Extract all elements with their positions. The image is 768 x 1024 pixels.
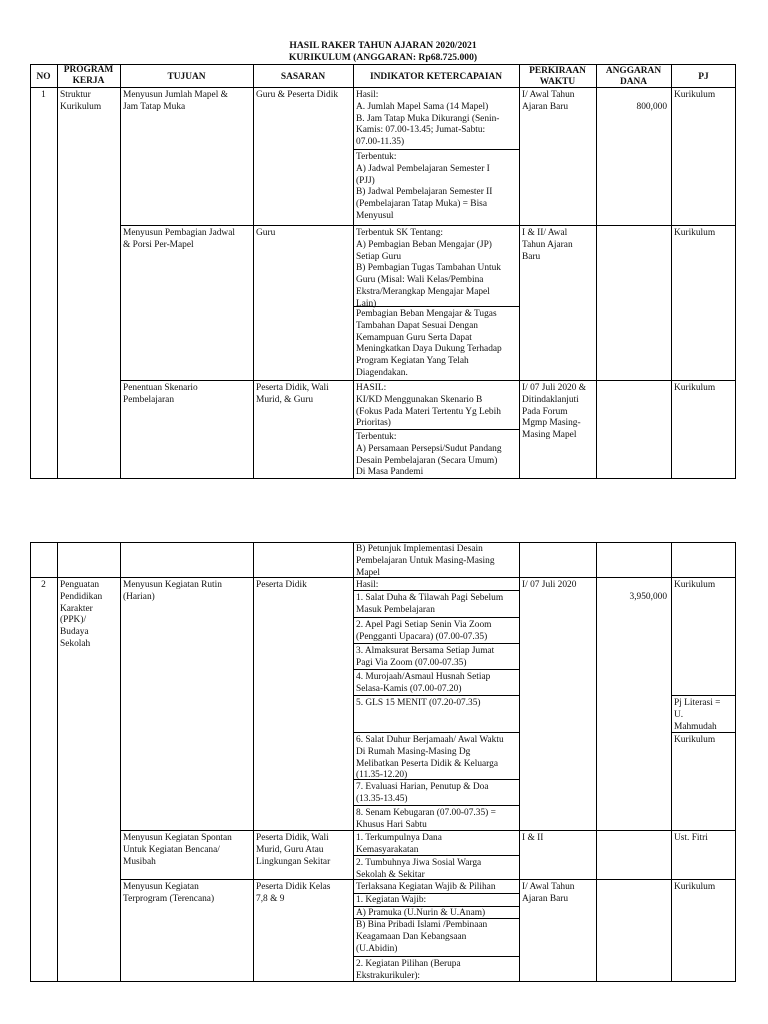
sasaran-text: 7,8 & 9 (256, 893, 285, 904)
table-rule (353, 643, 519, 644)
indikator-text: 7. Evaluasi Harian, Penutup & Doa (356, 782, 489, 792)
pj-text: Pj Literasi = (674, 698, 721, 708)
table-rule (353, 64, 354, 479)
table-rule (30, 87, 736, 88)
tujuan-text: Terprogram (Terencana) (123, 893, 215, 904)
title-line-2: KURIKULUM (ANGGARAN: Rp68.725.000) (288, 51, 478, 63)
indikator-text: Mapel (356, 567, 380, 578)
sasaran-text: Peserta Didik, Wali (256, 383, 329, 393)
table-kurikulum-page-1 (30, 64, 736, 479)
pj-text: Mahmudah (674, 721, 717, 732)
indikator-text: 3. Almaksurat Bersama Setiap Jumat (356, 646, 495, 656)
indikator-text: Keagamaan Dan Kebangsaan (356, 931, 467, 942)
indikator-text: Lain) (356, 298, 377, 309)
indikator-text: Melibatkan Peserta Didik & Keluarga (356, 758, 498, 769)
indikator-text: Sekolah & Sekitar (356, 869, 425, 880)
indikator-text: Kemasyarakatan (356, 844, 419, 855)
table-rule (596, 64, 597, 479)
indikator-text: Tambahan Dapat Sesuai Dengan (356, 320, 478, 331)
table-rule (671, 695, 736, 696)
table-rule (353, 956, 519, 957)
table-rule (353, 669, 519, 670)
table-rule (120, 64, 121, 479)
indikator-text: Desain Pembelajaran (Secara Umum) (356, 455, 498, 466)
table-rule (253, 64, 254, 479)
waktu-text: Pada Forum (522, 406, 568, 417)
table-rule (30, 577, 736, 578)
indikator-text: Guru (Misal: Wali Kelas/Pembina (356, 275, 484, 286)
table-kurikulum-page-2 (30, 542, 736, 982)
tujuan-text: Menyusun Pembagian Jadwal (123, 228, 235, 238)
waktu-text: Ajaran Baru (522, 893, 569, 904)
indikator-text: 1. Salat Duha & Tilawah Pagi Sebelum (356, 593, 504, 603)
indikator-text: 5. GLS 15 MENIT (07.20-07.35) (356, 698, 481, 708)
table-rule (519, 542, 520, 982)
table-rule (353, 306, 519, 307)
tujuan-text: Menyusun Kegiatan (123, 882, 199, 892)
table-rule (120, 830, 736, 831)
sasaran-text: Guru (256, 228, 276, 238)
header-waktu-line2: WAKTU (539, 77, 576, 87)
indikator-text: A) Pembagian Beban Mengajar (JP) (356, 239, 492, 250)
indikator-text: Menyusul (356, 211, 394, 221)
sasaran-text: Peserta Didik Kelas (256, 882, 331, 892)
indikator-text: Pagi Via Zoom (07.00-07.35) (356, 657, 467, 668)
indikator-text: Kemampuan Guru Serta Dapat (356, 332, 472, 343)
indikator-text: Kamis: 07.00-13.45; Jumat-Sabtu: (356, 125, 486, 136)
indikator-text: 1. Kegiatan Wajib: (356, 895, 427, 905)
pj-text: Kurikulum (674, 735, 716, 745)
indikator-text: Prioritas) (356, 418, 391, 429)
indikator-text: Program Kegiatan Yang Telah (356, 356, 469, 367)
tujuan-text: Menyusun Kegiatan Rutin (123, 580, 222, 590)
indikator-text: B) Bina Pribadi Islami /Pembinaan (356, 920, 488, 930)
indikator-text: HASIL: (356, 383, 387, 393)
indikator-text: 4. Murojaah/Asmaul Husnah Setiap (356, 672, 491, 682)
indikator-text: Terbentuk SK Tentang: (356, 228, 444, 238)
indikator-text: 2. Tumbuhnya Jiwa Sosial Warga (356, 858, 482, 868)
indikator-text: Masuk Pembelajaran (356, 604, 435, 615)
indikator-text: Di Rumah Masing-Masing Dg (356, 746, 471, 757)
tujuan-text: (Harian) (123, 591, 155, 602)
sasaran-text: Murid, Guru Atau (256, 844, 324, 855)
indikator-text: Ekstrakurikuler): (356, 970, 421, 981)
indikator-text: A. Jumlah Mapel Sama (14 Mapel) (356, 101, 489, 112)
program-kerja-text: Struktur (60, 90, 91, 100)
table-rule (253, 542, 254, 982)
indikator-text: A) Jadwal Pembelajaran Semester I (356, 163, 490, 174)
indikator-text: 07.00-11.35) (356, 137, 405, 148)
indikator-text: B) Pembagian Tugas Tambahan Untuk (356, 263, 501, 274)
indikator-text: Terlaksana Kegiatan Wajib & Pilihan (356, 882, 496, 892)
indikator-text: (PJJ) (356, 175, 375, 186)
waktu-text: I/ 07 Juli 2020 & (522, 383, 587, 393)
waktu-text: I/ 07 Juli 2020 (522, 580, 577, 590)
program-kerja-text: Budaya (60, 627, 89, 638)
tujuan-text: Jam Tatap Muka (123, 101, 186, 112)
table-rule (353, 695, 519, 696)
indikator-text: Setiap Guru (356, 251, 402, 262)
tujuan-text: Menyusun Kegiatan Spontan (123, 833, 232, 843)
program-kerja-text: Karakter (60, 603, 93, 614)
program-kerja-text: Sekolah (60, 639, 91, 649)
waktu-text: Masing Mapel (522, 430, 577, 441)
pj-text: Kurikulum (674, 90, 716, 100)
indikator-text: Hasil: (356, 90, 379, 100)
row-number: 2 (41, 580, 46, 590)
indikator-text: Terbentuk: (356, 152, 397, 162)
program-kerja-text: (PPK)/ (60, 615, 87, 626)
waktu-text: I & II (522, 833, 544, 843)
indikator-text: Pembelajaran Untuk Masing-Masing (356, 555, 495, 566)
table-rule (57, 64, 58, 479)
waktu-text: Tahun Ajaran (522, 239, 573, 250)
waktu-text: I/ Awal Tahun (522, 882, 575, 892)
table-rule (353, 805, 519, 806)
waktu-text: I & II/ Awal (522, 228, 568, 238)
row-number: 1 (41, 90, 46, 100)
page-title (30, 40, 736, 63)
waktu-text: Ajaran Baru (522, 101, 569, 112)
indikator-text: (Fokus Pada Materi Tertentu Yg Lebih (356, 406, 501, 417)
table-rule (120, 879, 736, 880)
header-waktu-line1: PERKIRAAN (529, 66, 586, 76)
indikator-text: B) Petunjuk Implementasi Desain (356, 544, 483, 554)
table-rule (120, 225, 736, 226)
indikator-text: Diagendakan. (356, 368, 408, 378)
table-rule (120, 380, 736, 381)
indikator-text: 2. Kegiatan Pilihan (Berupa (356, 959, 461, 969)
waktu-text: Mgmp Masing- (522, 418, 581, 429)
tujuan-text: Untuk Kegiatan Bencana/ (123, 844, 220, 855)
header-dana-line1: ANGGARAN (605, 66, 662, 76)
indikator-text: Pembagian Beban Mengajar & Tugas (356, 309, 497, 319)
table-rule (671, 64, 672, 479)
indikator-text: Khusus Hari Sabtu (356, 819, 427, 830)
header-indikator: INDIKATOR KETERCAPAIAN (369, 72, 503, 82)
indikator-text: A) Pramuka (U.Nurin & U.Anam) (356, 908, 486, 918)
indikator-text: 1. Terkumpulnya Dana (356, 833, 442, 843)
table-rule (353, 617, 519, 618)
pj-text: Kurikulum (674, 580, 716, 590)
sasaran-text: Lingkungan Sekitar (256, 856, 331, 867)
indikator-text: Hasil: (356, 580, 379, 590)
table-rule (519, 64, 520, 479)
indikator-text: B. Jam Tatap Muka Dikurangi (Senin- (356, 113, 500, 124)
header-sasaran: SASARAN (280, 72, 326, 82)
sasaran-text: Murid, & Guru (256, 394, 314, 405)
sasaran-text: Guru & Peserta Didik (256, 90, 339, 100)
header-program-line1: PROGRAM (63, 65, 114, 75)
header-pj: PJ (698, 72, 709, 82)
tujuan-text: & Porsi Per-Mapel (123, 239, 194, 250)
waktu-text: Baru (522, 251, 541, 262)
indikator-text: Di Masa Pandemi (356, 467, 424, 478)
indikator-text: Ekstra/Merangkap Mengajar Mapel (356, 287, 490, 297)
header-tujuan: TUJUAN (167, 72, 206, 82)
program-kerja-text: Penguatan (60, 580, 100, 590)
indikator-text: Terbentuk: (356, 432, 397, 442)
indikator-text: (11.35-12.20) (356, 770, 408, 781)
sasaran-text: Peserta Didik, Wali (256, 833, 329, 843)
pj-text: Kurikulum (674, 228, 716, 238)
anggaran-dana-value: 3,950,000 (629, 592, 667, 602)
table-rule (353, 149, 519, 150)
indikator-text: Selasa-Kamis (07.00-07.20) (356, 683, 462, 694)
pj-text: Ust. Fitri (674, 833, 708, 843)
title-line-1: HASIL RAKER TAHUN AJARAN 2020/2021 (289, 40, 477, 51)
pj-text: Kurikulum (674, 882, 716, 892)
program-kerja-text: Pendidikan (60, 591, 103, 602)
indikator-text: 6. Salat Duhur Berjamaah/ Awal Waktu (356, 735, 504, 745)
waktu-text: Ditindaklanjuti (522, 394, 579, 405)
table-rule (671, 542, 672, 982)
indikator-text: KI/KD Menggunakan Skenario B (356, 394, 483, 405)
header-dana-line2: DANA (619, 77, 648, 87)
indikator-text: 8. Senam Kebugaran (07.00-07.35) = (356, 808, 496, 818)
indikator-text: (U.Abidin) (356, 943, 398, 954)
table-rule (120, 542, 121, 982)
indikator-text: (Pengganti Upacara) (07.00-07.35) (356, 631, 488, 642)
header-program-line2: KERJA (72, 76, 105, 86)
indikator-text: A) Persamaan Persepsi/Sudut Pandang (356, 443, 502, 454)
indikator-text: (Pembelajaran Tatap Muka) = Bisa (356, 199, 487, 210)
tujuan-text: Musibah (123, 856, 156, 867)
table-rule (596, 542, 597, 982)
header-no: NO (36, 72, 51, 82)
pj-text: U. (674, 709, 684, 720)
indikator-text: 2. Apel Pagi Setiap Senin Via Zoom (356, 620, 492, 630)
waktu-text: I/ Awal Tahun (522, 90, 575, 100)
tujuan-text: Penentuan Skenario (123, 383, 198, 393)
program-kerja-text: Kurikulum (60, 101, 102, 112)
sasaran-text: Peserta Didik (256, 580, 307, 590)
tujuan-text: Pembelajaran (123, 394, 175, 405)
table-rule (353, 542, 354, 982)
tujuan-text: Menyusun Jumlah Mapel & (123, 90, 228, 100)
table-rule (57, 542, 58, 982)
anggaran-dana-value: 800,000 (636, 102, 667, 112)
pj-text: Kurikulum (674, 383, 716, 393)
indikator-text: (13.35-13.45) (356, 793, 408, 804)
indikator-text: Meningkatkan Daya Dukung Terhadap (356, 344, 502, 355)
indikator-text: B) Jadwal Pembelajaran Semester II (356, 187, 493, 198)
table-rule (353, 732, 519, 733)
